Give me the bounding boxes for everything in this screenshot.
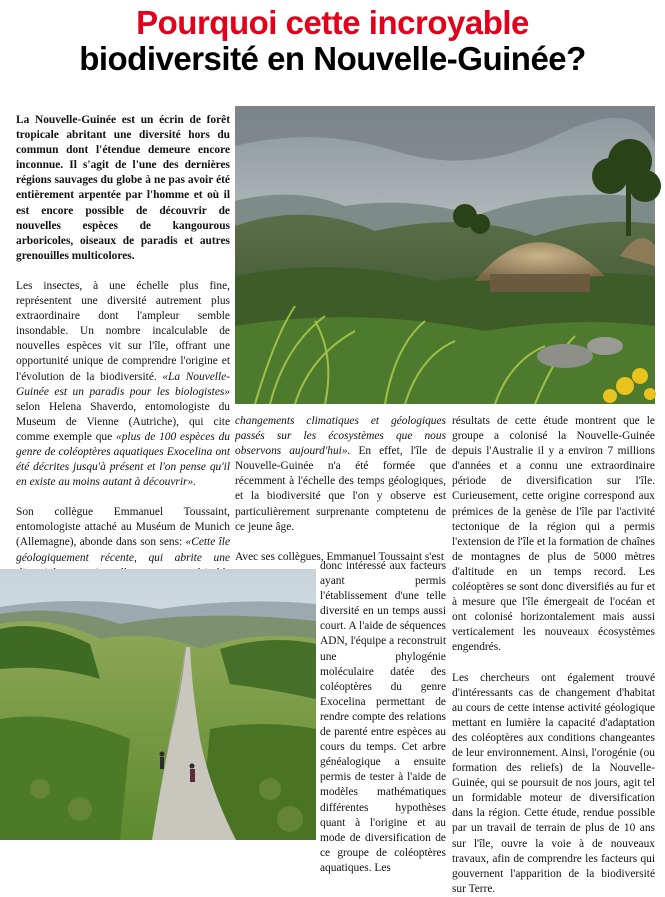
quote-continuation: changements climatiques et géologiques passés sur les écosystèmes que nous observons aujourd'hui». bbox=[235, 415, 446, 458]
headline-line-2: biodiversité en Nouvelle-Guinée? bbox=[79, 40, 586, 77]
paragraph-results: résultats de cette étude montrent que le groupe a colonisé la Nouvelle-Guinée depuis l'Australie il y a environ 7 millions d'années et a connu une extraordinaire période de diversification sur l'île. Curieusement, cette origine correspond aux prémices de la genèse de l'île par l'activité tectonique de la région qui a permis l'extension de l'île et la formation de chaînes de montagnes de plus de 5000 mètres d'altitude en un temps record. Les coléoptères se sont donc diversifiés au fur et à mesure que l'île émergeait de l'océan et ont colonisé horizontalement mais aussi verticalement les nouveaux écosystèmes engendrés. bbox=[452, 415, 655, 654]
valley-road-photo bbox=[0, 569, 316, 840]
biologists-quote: «La Nouvelle-Guinée est un paradis pour les biologistes» bbox=[16, 370, 230, 398]
paragraph-insects bbox=[16, 279, 230, 490]
paragraph-team-narrow: donc intéressé aux facteurs ayant permis l'établissement d'une telle diversité en un temps aussi court. A l'aide de séquences ADN, l'équipe a reconstruit une phylogénie moléculaire datée des coléoptères du genre Exocelina permettant de rendre compte des relations de parenté entre espèces au cours du temps. Cet arbre généalogique a ensuite permis de tester à l'aide de modèles mathématiques différentes hypothèses quant à l'origine et au mode de diversification de ce groupe de coléoptères aquatiques. Les bbox=[320, 560, 446, 874]
exocelina-quote: «plus de 100 espèces du genre de coléoptères aquatiques Exocelina ont été décrites jusqu'à présent et l'on pense qu'il en existe au moins autant à découvrir». bbox=[16, 430, 230, 489]
column-2-narrow bbox=[320, 559, 446, 876]
paragraph-team-start: Avec ses collègues, Emmanuel Toussaint s'est bbox=[235, 550, 444, 563]
column-2 bbox=[235, 414, 446, 565]
highlands-hut-photo bbox=[235, 106, 655, 404]
headline-line-1: Pourquoi cette incroyable bbox=[136, 4, 529, 41]
insects-text: Les insectes, à une échelle plus fine, représentent une diversité autrement plus extraordinaire dont l'ampleur semble insondable. Un nombre incalculable de nouvelles espèces vit sur l'île, offrant une opportunité unique de comprendre l'origine et l'évolution de la biodiversité. bbox=[16, 279, 230, 383]
toussaint-text: Son collègue Emmanuel Toussaint, entomologiste attaché au Muséum de Munich (Allemagne), abonde dans son sens: bbox=[16, 506, 230, 549]
column-1 bbox=[16, 113, 230, 611]
shaverdo-text: selon Helena Shaverdo, entomologiste du Museum de Vienne (Autriche), qui cite comme exemple que bbox=[16, 400, 230, 443]
toussaint-quote: «Cette île géologiquement récente, qui abrite une bbox=[16, 536, 230, 564]
paragraph-adaptation: Les chercheurs ont également trouvé d'intéressants cas de changement d'habitat au cours de cette intense activité géologique mettant en lumière la capacité d'adaptation des coléoptères aux conditions changeantes de leur environnement. Ainsi, l'orogénie (ou formation des reliefs) de la Nouvelle-Guinée, qui se poursuit de nos jours, agit tel un formidable moteur de diversification dans la région. Cette étude, rendue possible par un travail de terrain de plus de 10 ans sur l'île, ouvre la voie à de nouveaux travaux, afin de comprendre les facteurs qui gouvernent l'apparition de la biodiversité sur Terre. bbox=[452, 671, 655, 895]
lead-paragraph: La Nouvelle-Guinée est un écrin de forêt tropicale abritant une diversité hors du commun dont l'étendue demeure encore inconnue. Il s'agit de l'une des dernières régions sauvages du globe à ne pas avoir été entièrement arpentée par l'homme et où il est encore possible de découvrir de nouvelles espèces de kangourous arboricoles, oiseaux de paradis et autres grenouilles multicolores. bbox=[16, 114, 230, 262]
geology-text: En effet, l'île de Nouvelle-Guinée n'a été formée que récemment à l'échelle des temps géologiques, et la biodiversité que l'on y observe est particulièrement surprenante comptetenu de ce jeune âge. bbox=[235, 445, 446, 533]
paragraph-geology bbox=[235, 414, 446, 535]
column-3 bbox=[452, 414, 655, 897]
